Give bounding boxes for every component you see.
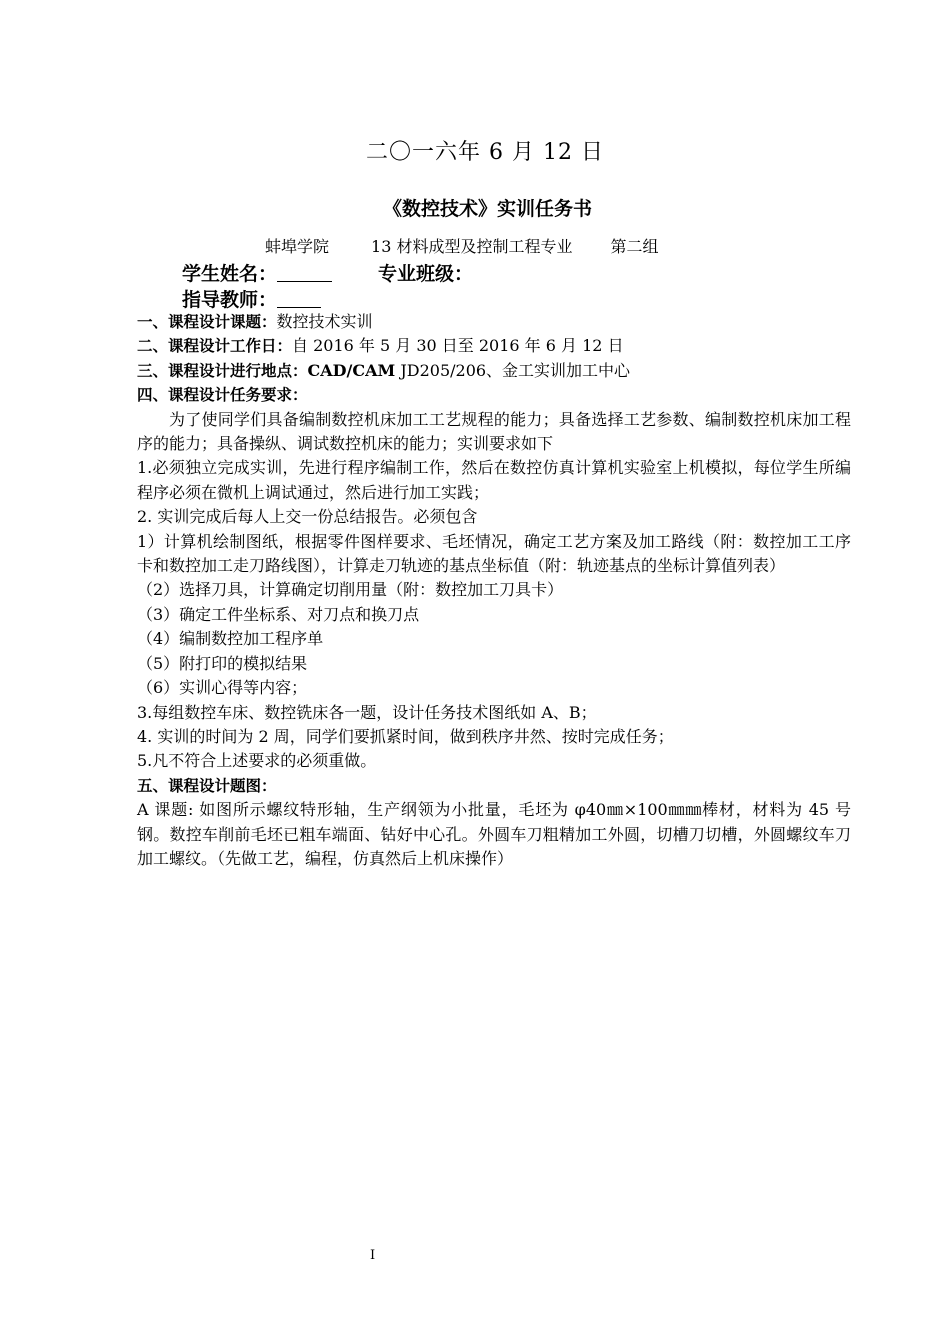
sub-item-5: （5）附打印的模拟结果: [137, 653, 308, 673]
document-body: [137, 310, 851, 871]
class-label: 专业班级：: [378, 263, 474, 285]
student-row: [182, 259, 473, 286]
task-a: A 课题: 如图所示螺纹特形轴，生产纲领为小批量，毛坯为 φ40㎜×100㎜㎜棒材，材料为 45 号钢。数控车削前毛坯已粗车端面、钻好中心孔。外圆车刀粗精加工外圆，切槽刀切槽，外圆螺纹车刀加工螺纹。（先做工艺，编程，仿真然后上机床操作）: [137, 800, 851, 868]
section-1-value: 数控技术实训: [276, 312, 373, 331]
requirement-5: 5.凡不符合上述要求的必须重做。: [137, 751, 377, 771]
page-number: I: [370, 1248, 376, 1263]
section-3: [137, 359, 851, 383]
info-line: [265, 234, 658, 257]
section-3-bold: CAD/CAM: [307, 360, 396, 380]
requirement-1: 1.必须独立完成实训，先进行程序编制工作，然后在数控仿真计算机实验室上机模拟，每位学生所编程序必须在微机上调试通过，然后进行加工实践；: [137, 458, 851, 502]
sub-item-3: （3）确定工件坐标系、对刀点和换刀点: [137, 604, 420, 624]
teacher-blank: [277, 289, 321, 308]
section-5-label: 五、课程设计题图：: [137, 776, 277, 795]
teacher-label: 指导教师：: [182, 289, 278, 311]
section-3-value: JD205/206、金工实训加工中心: [395, 360, 631, 380]
section-4-intro: 为了使同学们具备编制数控机床加工工艺规程的能力；具备选择工艺参数、编制数控机床加工程序的能力；具备操纵、调试数控机床的能力；实训要求如下: [137, 409, 851, 454]
major-name: 13 材料成型及控制工程专业: [371, 237, 573, 256]
requirement-4: 4. 实训的时间为 2 周，同学们要抓紧时间，做到秩序井然、按时完成任务；: [137, 726, 674, 746]
section-5: [137, 774, 851, 798]
student-name-blank: [277, 263, 332, 282]
section-4-label: 四、课程设计任务要求：: [137, 386, 308, 405]
document-title: 《数控技术》实训任务书: [382, 198, 592, 220]
sub-item-1: 1）计算机绘制图纸，根据零件图样要求、毛坯情况，确定工艺方案及加工路线（附：数控加工工序卡和数控加工走刀路线图），计算走刀轨迹的基点坐标值（附：轨迹基点的坐标计算值列表）: [137, 531, 851, 576]
section-2-value: 自 2016 年 5 月 30 日至 2016 年 6 月 12 日: [292, 336, 624, 356]
section-2-label: 二、课程设计工作日：: [137, 337, 293, 356]
requirement-3: 3.每组数控车床、数控铣床各一题，设计任务技术图纸如 A、B；: [137, 702, 597, 722]
section-1: [137, 310, 851, 334]
teacher-row: [182, 285, 321, 312]
school-name: 蚌埠学院: [265, 237, 330, 256]
requirement-2: 2. 实训完成后每人上交一份总结报告。必须包含: [137, 507, 478, 527]
sub-item-6: （6）实训心得等内容；: [137, 678, 308, 698]
document-date: 二〇一六年 6 月 12 日: [366, 140, 604, 165]
group-name: 第二组: [610, 237, 659, 256]
section-3-label: 三、课程设计进行地点：: [137, 361, 308, 380]
section-4: [137, 383, 851, 407]
sub-item-2: （2）选择刀具，计算确定切削用量（附：数控加工刀具卡）: [137, 580, 564, 600]
sub-item-4: （4）编制数控加工程序单: [137, 629, 324, 649]
section-2: [137, 334, 851, 358]
section-1-label: 一、课程设计课题：: [137, 313, 277, 331]
student-name-label: 学生姓名：: [182, 263, 278, 285]
